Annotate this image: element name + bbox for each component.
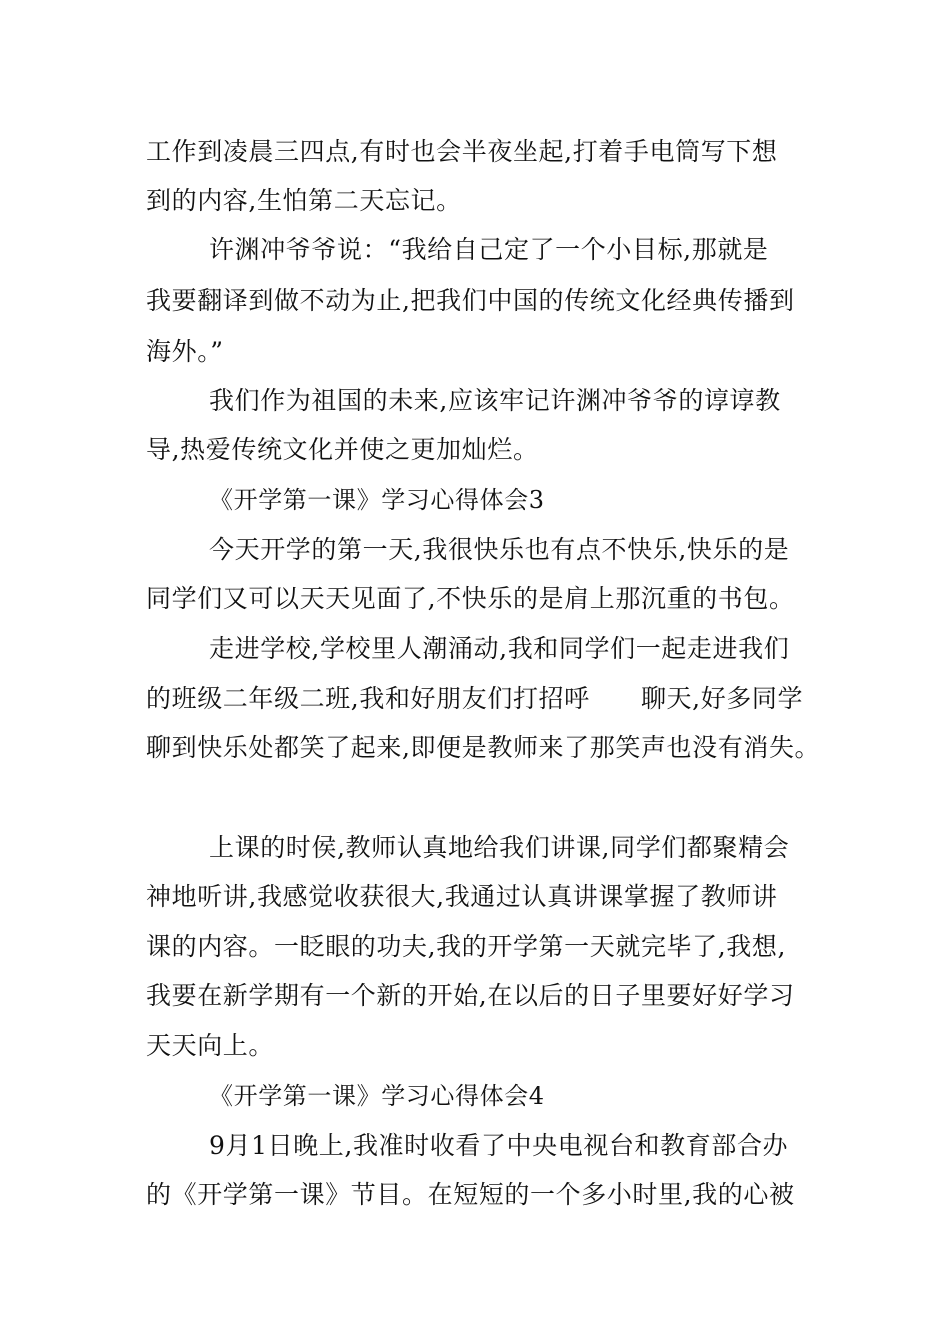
section-heading: 《开学第一课》学习心得体会3 bbox=[209, 486, 545, 514]
text-line: 9月1日晚上,我准时收看了中央电视台和教育部合办 bbox=[209, 1131, 789, 1160]
text-line: 我们作为祖国的未来,应该牢记许渊冲爷爷的谆谆教 bbox=[209, 386, 781, 415]
text-line: 神地听讲,我感觉收获很大,我通过认真讲课掌握了教师讲 bbox=[146, 882, 778, 911]
text-line: 我要在新学期有一个新的开始,在以后的日子里要好好学习 bbox=[146, 981, 795, 1010]
text-line: 到的内容,生怕第二天忘记。 bbox=[146, 186, 462, 215]
text-line: 今天开学的第一天,我很快乐也有点不快乐,快乐的是 bbox=[209, 535, 790, 564]
text-line: 的班级二年级二班,我和好朋友们打招呼 聊天,好多同学 bbox=[146, 684, 804, 713]
text-line: 海外。” bbox=[146, 337, 224, 366]
text-line: 导,热爱传统文化并使之更加灿烂。 bbox=[146, 435, 539, 464]
section-heading: 《开学第一课》学习心得体会4 bbox=[209, 1082, 545, 1110]
text-line: 上课的时侯,教师认真地给我们讲课,同学们都聚精会 bbox=[209, 833, 790, 862]
text-line: 我要翻译到做不动为止,把我们中国的传统文化经典传播到 bbox=[146, 286, 795, 315]
text-line: 课的内容。一眨眼的功夫,我的开学第一天就完毕了,我想, bbox=[146, 932, 787, 961]
text-line: 走进学校,学校里人潮涌动,我和同学们一起走进我们 bbox=[209, 634, 790, 663]
text-line: 天天向上。 bbox=[146, 1031, 275, 1060]
text-line: 同学们又可以天天见面了,不快乐的是肩上那沉重的书包。 bbox=[146, 584, 795, 613]
text-line: 许渊冲爷爷说：“我给自己定了一个小目标,那就是 bbox=[209, 235, 769, 264]
text-line: 工作到凌晨三四点,有时也会半夜坐起,打着手电筒写下想 bbox=[146, 137, 778, 166]
text-line: 聊到快乐处都笑了起来,即便是教师来了那笑声也没有消失。 bbox=[146, 733, 821, 762]
text-line: 的《开学第一课》节目。在短短的一个多小时里,我的心被 bbox=[146, 1180, 795, 1209]
